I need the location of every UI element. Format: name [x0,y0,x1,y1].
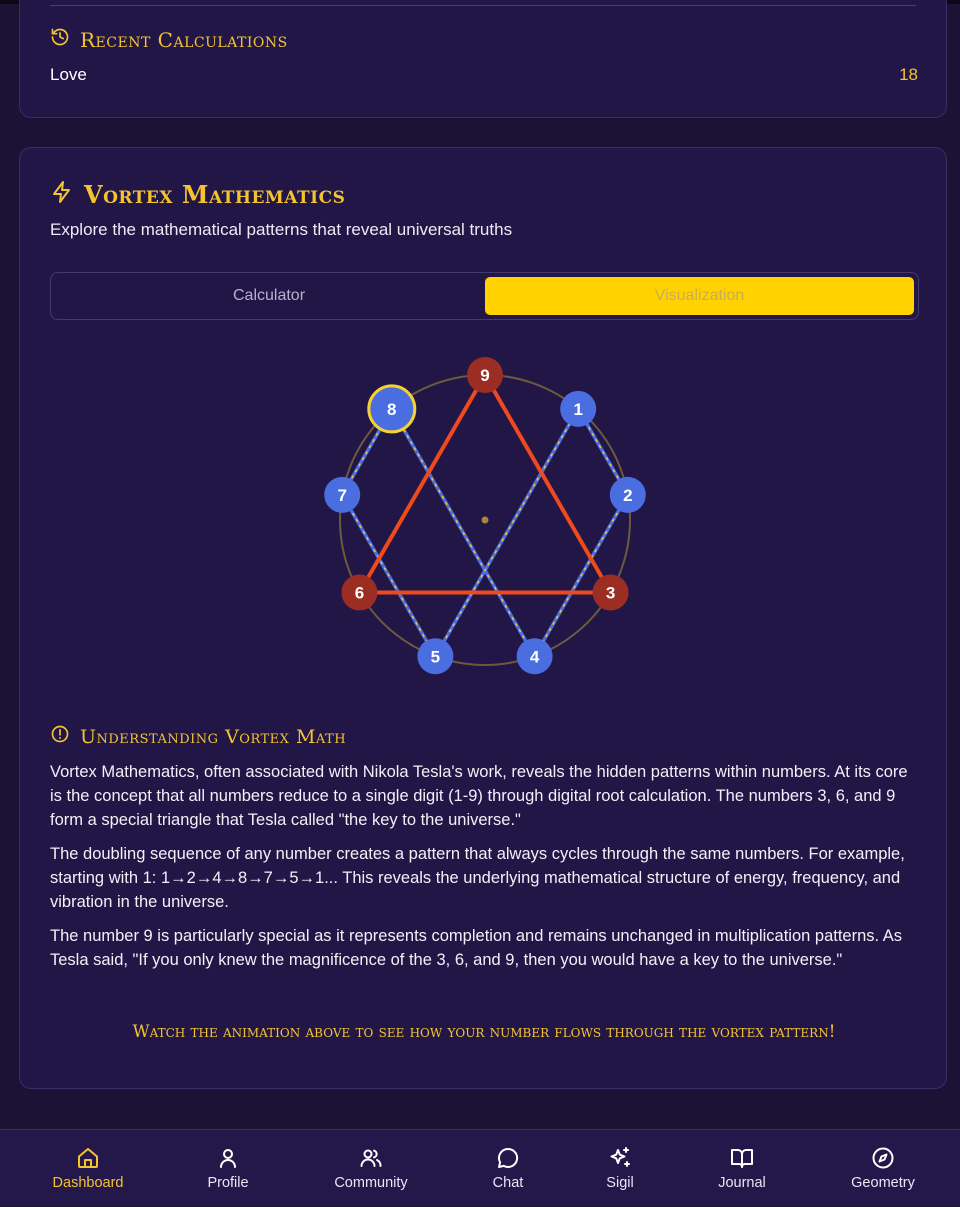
recent-calculation-item[interactable] [50,65,918,85]
divider [50,5,916,6]
calculation-name: Love [50,65,87,84]
nav-label: Community [334,1175,408,1191]
users-icon [359,1146,383,1170]
nav-sigil[interactable] [565,1130,675,1207]
history-icon [50,27,70,52]
recent-calculations-title: Recent Calculations [80,27,288,52]
number-node-2[interactable] [610,477,646,513]
recent-calculations-card [19,0,947,118]
nav-dashboard[interactable] [33,1130,143,1207]
user-icon [216,1146,240,1170]
nav-community[interactable] [316,1130,426,1207]
nav-label: Sigil [606,1175,634,1191]
tab-visualization[interactable]: Visualization [485,277,914,315]
nav-label: Chat [492,1175,524,1191]
sparkles-icon [608,1146,632,1170]
vortex-subtitle: Explore the mathematical patterns that reveal universal truths [50,220,513,239]
diagram-nodes [324,357,646,674]
center-dot [482,517,489,524]
number-label: 4 [529,647,540,667]
understanding-title: Understanding Vortex Math [80,725,347,748]
vortex-mathematics-card [19,147,947,1089]
explanation-paragraph: Vortex Mathematics, often associated with Nikola Tesla's work, reveals the hidden patterns within numbers. At its core is the concept that all numbers reduce to a single digit (1-9) through digital root calculation. The numbers 3, 6, and 9 form a special triangle that Tesla called "the key to the universe." [50,763,908,829]
tab-calculator[interactable]: Calculator [232,287,306,304]
number-node-9[interactable] [467,357,503,393]
vortex-title: Vortex Mathematics [84,180,346,209]
number-node-5[interactable] [417,638,453,674]
number-label: 7 [337,485,347,505]
number-node-1[interactable] [560,391,596,427]
nav-journal[interactable] [687,1130,797,1207]
number-node-4[interactable] [517,638,553,674]
number-label: 1 [573,399,583,419]
book-icon [730,1146,754,1170]
nav-label: Geometry [851,1175,915,1191]
explanation-paragraph: The doubling sequence of any number creates a pattern that always cycles through the same numbers. For example, starting with 1: 1→2→4→8→7→5→1... This reveals the underlying mathematical structure of energy, frequency, and vibration in the universe. [50,845,905,911]
number-label: 3 [605,583,616,603]
nav-geometry[interactable] [828,1130,938,1207]
understanding-header [50,724,346,749]
recent-calculations-header [50,27,288,52]
number-label: 8 [387,399,397,419]
explanation-paragraph: The number 9 is particularly special as it represents completion and remains unchanged in multiplication patterns. As Tesla said, "If you only knew the magnificence of the 3, 6, and 9, then you would have a key to the universe." [50,927,903,969]
number-label: 6 [354,583,365,603]
nav-chat[interactable] [453,1130,563,1207]
number-node-7[interactable] [324,477,360,513]
nav-label: Dashboard [52,1175,124,1191]
number-node-8[interactable] [369,386,415,432]
number-label: 9 [480,366,490,385]
vortex-diagram [20,148,946,708]
chat-bubble-icon [496,1146,520,1170]
number-label: 5 [430,647,441,667]
home-icon [76,1146,100,1170]
calculation-value: 18 [899,65,918,84]
info-icon [50,724,70,749]
animation-note: Watch the animation above to see how your number flows through the vortex pattern! [132,1022,836,1041]
number-node-6[interactable] [341,575,377,611]
bottom-navigation [0,1129,960,1206]
nav-label: Journal [718,1175,766,1191]
compass-icon [871,1146,895,1170]
number-label: 2 [623,485,633,505]
number-node-3[interactable] [593,575,629,611]
nav-profile[interactable] [173,1130,283,1207]
nav-label: Profile [207,1175,249,1191]
